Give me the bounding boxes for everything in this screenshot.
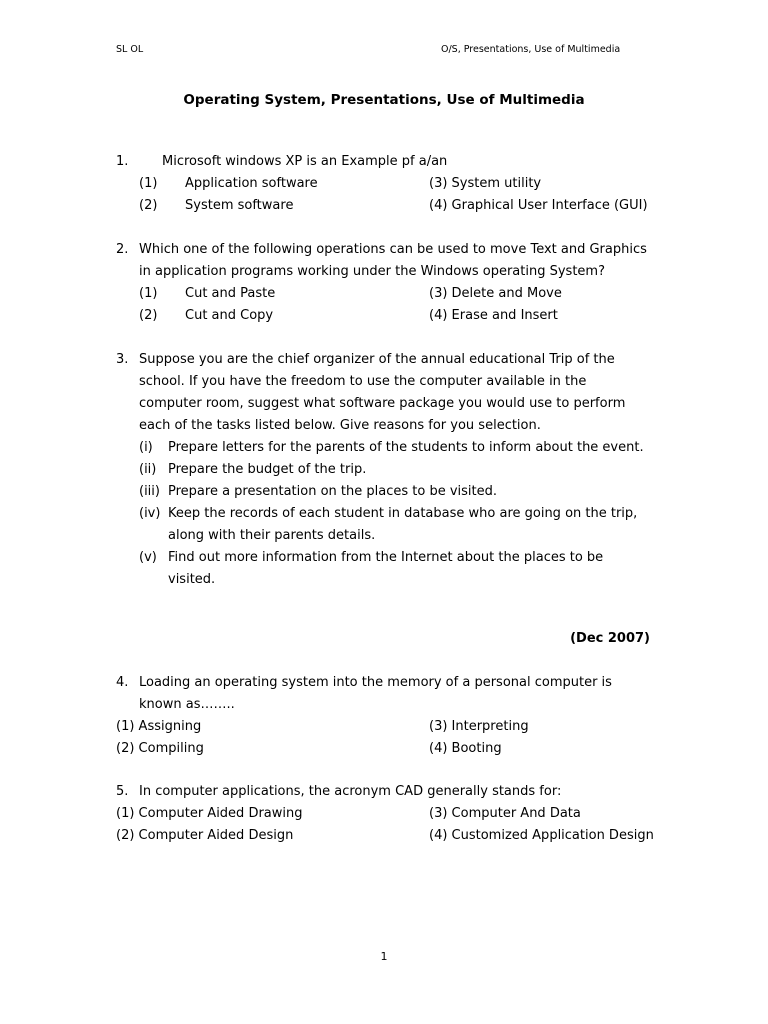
option-number: (2) [139, 198, 158, 213]
option-1: Cut and Paste [185, 286, 276, 301]
subitem-number: (i) [139, 440, 153, 455]
subitem-text: Prepare letters for the parents of the students to inform about the event. [168, 440, 644, 455]
subitem-text: Prepare a presentation on the places to be visited. [168, 484, 497, 499]
option-4: (4) Customized Application Design [429, 828, 654, 843]
subitem-number: (iv) [139, 506, 161, 521]
subitem-number: (v) [139, 550, 157, 565]
header-left: SL OL [116, 44, 144, 55]
question-text: in application programs working under the Windows operating System? [139, 264, 605, 279]
question-text: Microsoft windows XP is an Example pf a/an [162, 154, 448, 169]
question-text: Loading an operating system into the memory of a personal computer is [139, 675, 612, 690]
option-number: (1) [139, 286, 158, 301]
option-2: Cut and Copy [185, 308, 274, 323]
question-text: computer room, suggest what software package you would use to perform [139, 396, 626, 411]
header-right: O/S, Presentations, Use of Multimedia [441, 44, 621, 55]
option-3: (3) System utility [429, 176, 542, 191]
question-number: 3. [116, 352, 129, 367]
page-number: 1 [380, 950, 388, 963]
question-text: school. If you have the freedom to use the computer available in the [139, 374, 587, 389]
subitem-text: Prepare the budget of the trip. [168, 462, 367, 477]
question-number: 5. [116, 784, 129, 799]
option-4: (4) Erase and Insert [429, 308, 558, 323]
subitem-number: (ii) [139, 462, 157, 477]
subitem-number: (iii) [139, 484, 160, 499]
option-3: (3) Computer And Data [429, 806, 581, 821]
question-number: 2. [116, 242, 129, 257]
option-4: (4) Graphical User Interface (GUI) [429, 198, 648, 213]
question-text: each of the tasks listed below. Give reasons for you selection. [139, 418, 541, 433]
option-1: (1) Assigning [116, 719, 202, 734]
option-number: (2) [139, 308, 158, 323]
option-3: (3) Delete and Move [429, 286, 562, 301]
option-4: (4) Booting [429, 741, 502, 756]
option-2: (2) Computer Aided Design [116, 828, 294, 843]
question-text: In computer applications, the acronym CAD generally stands for: [139, 784, 562, 799]
question-text: Which one of the following operations can be used to move Text and Graphics [139, 242, 647, 257]
question-text: Suppose you are the chief organizer of the annual educational Trip of the [139, 352, 615, 367]
exam-date: (Dec 2007) [570, 631, 650, 646]
option-1: (1) Computer Aided Drawing [116, 806, 303, 821]
subitem-text: along with their parents details. [168, 528, 376, 543]
subitem-text: Find out more information from the Internet about the places to be [168, 550, 604, 565]
subitem-text: visited. [168, 572, 216, 587]
question-text: known as…….. [139, 697, 235, 712]
option-number: (1) [139, 176, 158, 191]
question-number: 4. [116, 675, 129, 690]
page-title: Operating System, Presentations, Use of Multimedia [183, 92, 585, 108]
option-2: System software [185, 198, 294, 213]
option-3: (3) Interpreting [429, 719, 529, 734]
option-2: (2) Compiling [116, 741, 204, 756]
question-number: 1. [116, 154, 129, 169]
subitem-text: Keep the records of each student in database who are going on the trip, [168, 506, 638, 521]
option-1: Application software [185, 176, 318, 191]
